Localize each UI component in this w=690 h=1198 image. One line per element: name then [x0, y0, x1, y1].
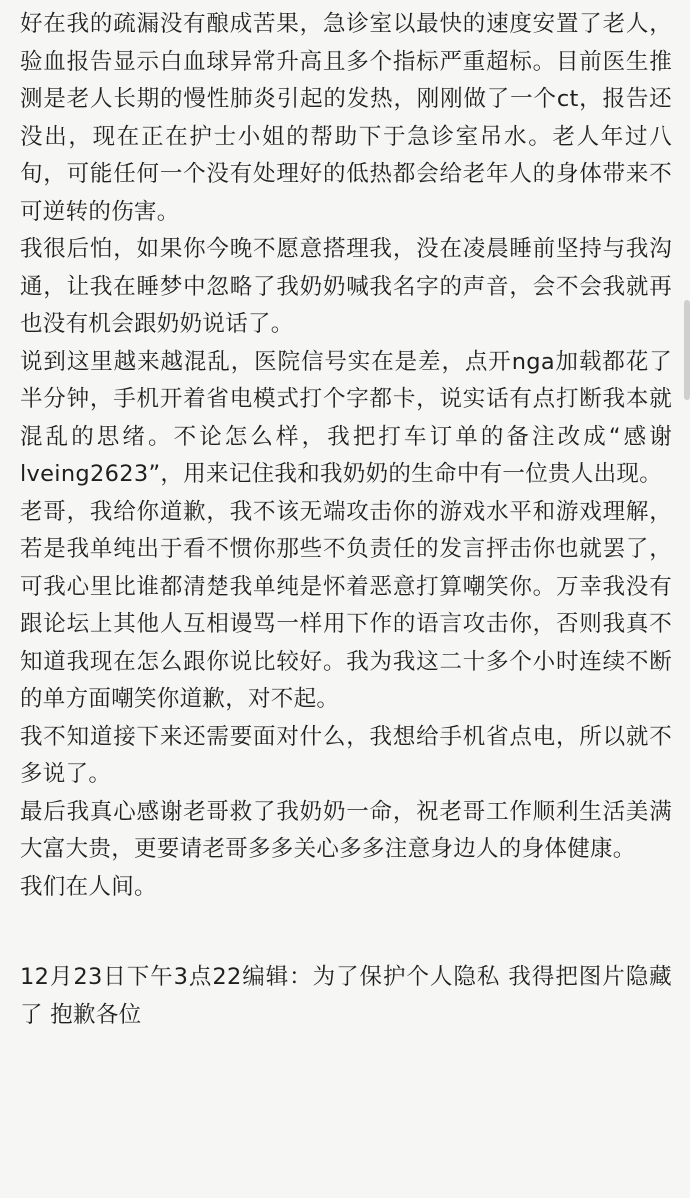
post-paragraph: 我们在人间。: [20, 873, 157, 900]
scrollbar-thumb[interactable]: [684, 300, 690, 400]
post-paragraph: 说到这里越来越混乱，医院信号实在是差，点开nga加载都花了半分钟，手机开着省电模式打个字都卡，说实话有点打断我本就混乱的思绪。不论怎么样，我把打车订单的备注改成“感谢lveing2623”，用来记住我和我奶奶的生命中有一位贵人出现。: [20, 348, 672, 487]
edit-note: 12月23日下午3点22编辑：为了保护个人隐私 我得把图片隐藏了 抱歉各位: [20, 964, 672, 1028]
paragraph-gap: [20, 906, 672, 959]
post-paragraph: 好在我的疏漏没有酿成苦果，急诊室以最快的速度安置了老人，验血报告显示白血球异常升高且多个指标严重超标。目前医生推测是老人长期的慢性肺炎引起的发热，刚刚做了一个ct，报告还没出，现在正在护士小姐的帮助下于急诊室吊水。老人年过八旬，可能任何一个没有处理好的低热都会给老年人的身体带来不可逆转的伤害。: [20, 11, 672, 225]
post-paragraph: 老哥，我给你道歉，我不该无端攻击你的游戏水平和游戏理解，若是我单纯出于看不惯你那些不负责任的发言抨击你也就罢了，可我心里比谁都清楚我单纯是怀着恶意打算嘲笑你。万幸我没有跟论坛上其他人互相谩骂一样用下作的语言攻击你，否则我真不知道我现在怎么跟你说比较好。我为我这二十多个小时连续不断的单方面嘲笑你道歉，对不起。: [20, 498, 672, 712]
post-paragraph: 我不知道接下来还需要面对什么，我想给手机省点电，所以就不多说了。: [20, 723, 672, 787]
post-body: [20, 6, 672, 1034]
post-paragraph: 我很后怕，如果你今晚不愿意搭理我，没在凌晨睡前坚持与我沟通，让我在睡梦中忽略了我奶奶喊我名字的声音，会不会我就再也没有机会跟奶奶说话了。: [20, 236, 672, 337]
post-paragraph: 最后我真心感谢老哥救了我奶奶一命，祝老哥工作顺利生活美满大富大贵，更要请老哥多多关心多多注意身边人的身体健康。: [20, 798, 672, 862]
